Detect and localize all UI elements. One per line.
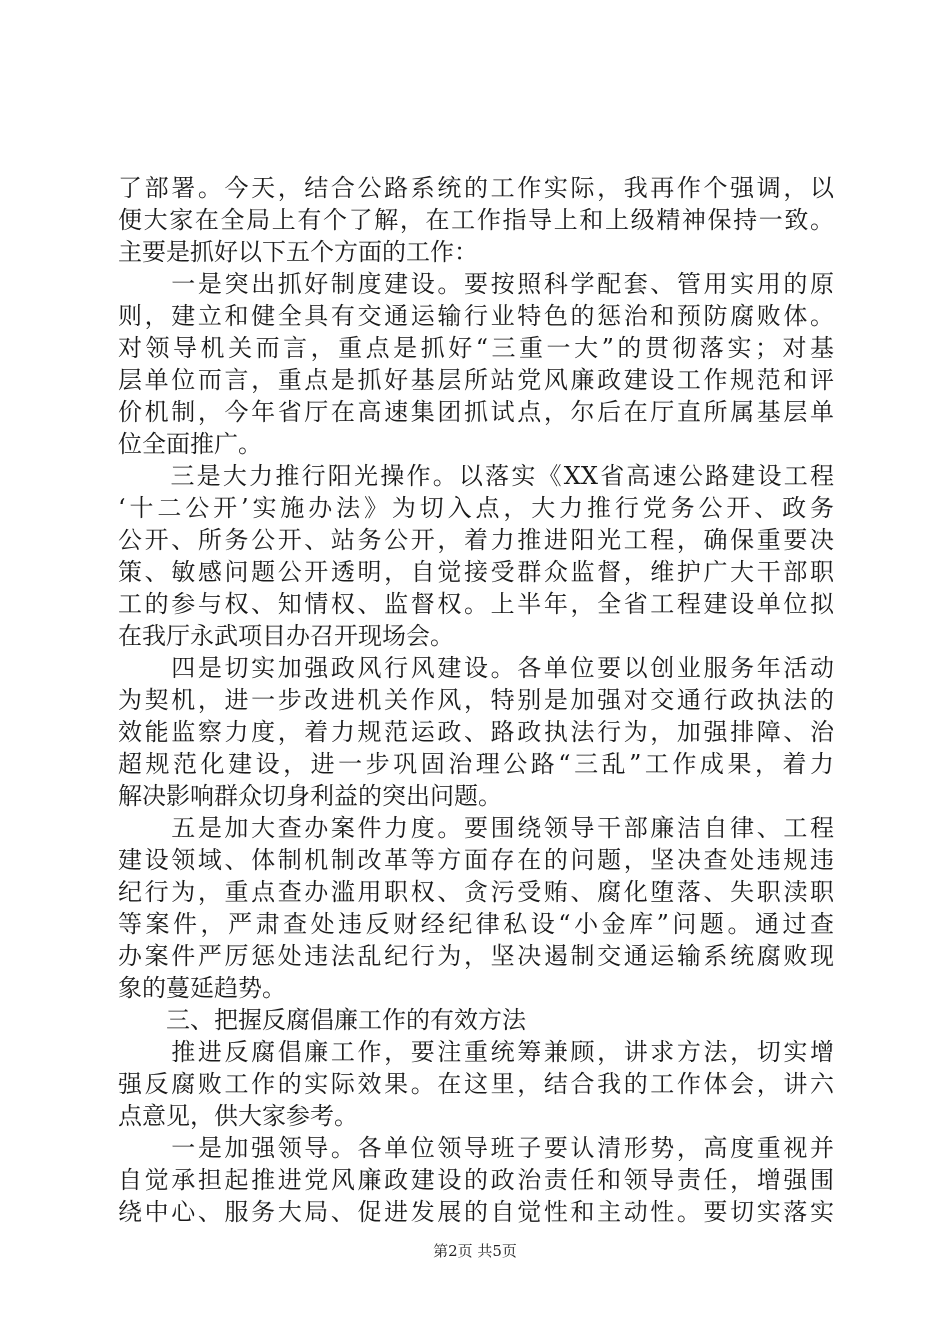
- text-line: 解决影响群众切身利益的突出问题。: [118, 782, 502, 810]
- text-line: 四是切实加强政风行风建设。各单位要以创业服务年活动: [118, 654, 834, 682]
- text-line: 工的参与权、知情权、监督权。上半年，全省工程建设单位拟: [118, 590, 834, 618]
- text-line: 对领导机关而言，重点是抓好“三重一大”的贯彻落实；对基: [118, 334, 834, 362]
- text-line: ‘十二公开’实施办法》为切入点，大力推行党务公开、政务: [118, 494, 834, 522]
- text-line: 便大家在全局上有个了解，在工作指导上和上级精神保持一致。: [118, 206, 834, 234]
- text-line: 公开、所务公开、站务公开，着力推进阳光工程，确保重要决: [118, 526, 834, 554]
- text-line: 办案件严厉惩处违法乱纪行为，坚决遏制交通运输系统腐败现: [118, 942, 834, 970]
- text-line: 则，建立和健全具有交通运输行业特色的惩治和预防腐败体。: [118, 302, 834, 330]
- text-line: 推进反腐倡廉工作，要注重统筹兼顾，讲求方法，切实增: [118, 1038, 834, 1066]
- text-line: 主要是抓好以下五个方面的工作：: [118, 238, 478, 266]
- page-number-label: 第2页 共5页: [433, 1242, 517, 1260]
- text-line: 在我厅永武项目办召开现场会。: [118, 622, 454, 650]
- text-line: 建设领域、体制机制改革等方面存在的问题，坚决查处违规违: [118, 846, 834, 874]
- text-line: 价机制，今年省厅在高速集团抓试点，尔后在厅直所属基层单: [118, 398, 834, 426]
- text-line: 了部署。今天，结合公路系统的工作实际，我再作个强调，以: [118, 174, 834, 202]
- text-line: 策、敏感问题公开透明，自觉接受群众监督，维护广大干部职: [118, 558, 834, 586]
- text-line: 五是加大查办案件力度。要围绕领导干部廉洁自律、工程: [118, 814, 834, 842]
- text-line: 一是加强领导。各单位领导班子要认清形势，高度重视并: [118, 1134, 834, 1162]
- text-line: 三是大力推行阳光操作。以落实《XX省高速公路建设工程: [118, 462, 834, 490]
- page-footer: [0, 1241, 950, 1261]
- text-line: 效能监察力度，着力规范运政、路政执法行为，加强排障、治: [118, 718, 834, 746]
- text-line: 绕中心、服务大局、促进发展的自觉性和主动性。要切实落实: [118, 1198, 834, 1226]
- text-line: 位全面推广。: [118, 430, 262, 458]
- text-line: 超规范化建设，进一步巩固治理公路“三乱”工作成果，着力: [118, 750, 834, 778]
- text-line: 层单位而言，重点是抓好基层所站党风廉政建设工作规范和评: [118, 366, 834, 394]
- text-line: 等案件，严肃查处违反财经纪律私设“小金库”问题。通过查: [118, 910, 834, 938]
- text-line: 纪行为，重点查办滥用职权、贪污受贿、腐化堕落、失职渎职: [118, 878, 834, 906]
- text-line: 为契机，进一步改进机关作风，特别是加强对交通行政执法的: [118, 686, 834, 714]
- text-line: 强反腐败工作的实际效果。在这里，结合我的工作体会，讲六: [118, 1070, 834, 1098]
- text-line: 点意见，供大家参考。: [118, 1102, 358, 1130]
- text-line: 一是突出抓好制度建设。要按照科学配套、管用实用的原: [118, 270, 834, 298]
- text-line: 象的蔓延趋势。: [118, 974, 286, 1002]
- text-line: 自觉承担起推进党风廉政建设的政治责任和领导责任，增强围: [118, 1166, 834, 1194]
- document-body: [118, 172, 834, 1228]
- section-heading: 三、把握反腐倡廉工作的有效方法: [118, 1006, 526, 1034]
